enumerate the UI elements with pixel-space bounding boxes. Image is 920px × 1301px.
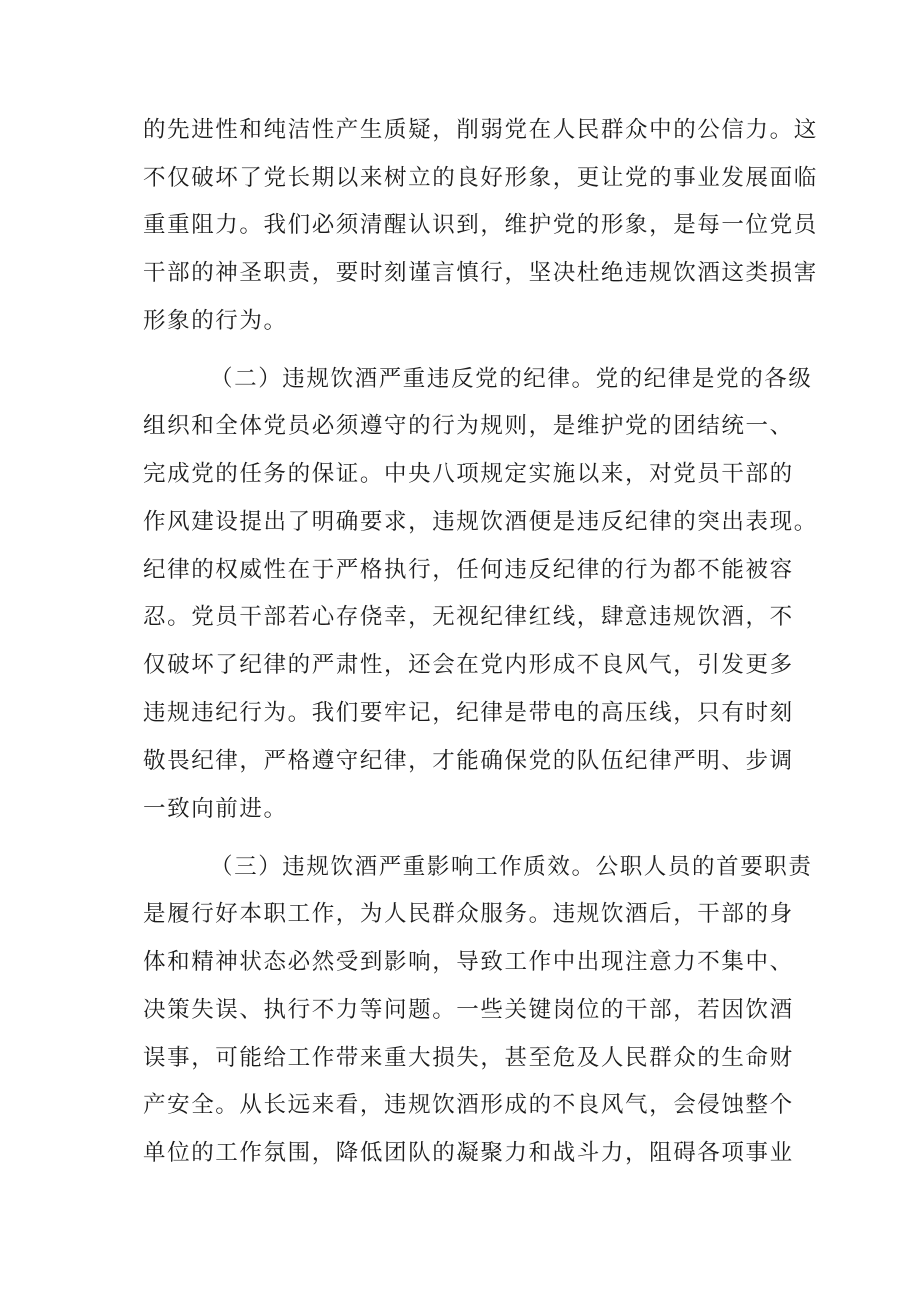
text-line: 重重阻力。我们必须清醒认识到，维护党的形象，是每一位党员 [143,212,818,238]
text-line: 是履行好本职工作，为人民群众服务。违规饮酒后，干部的身 [143,901,794,927]
text-line: 忍。党员干部若心存侥幸，无视纪律红线，肆意违规饮酒，不 [143,604,794,630]
text-line: 组织和全体党员必须遵守的行为规则，是维护党的团结统一、 [143,413,794,439]
text-line: 仅破坏了纪律的严肃性，还会在党内形成不良风气，引发更多 [143,652,794,678]
text-line: 的先进性和纯洁性产生质疑，削弱党在人民群众中的公信力。这 [143,117,818,143]
text-line: 敬畏纪律，严格遵守纪律，才能确保党的队伍纪律严明、步调 [143,748,794,774]
text-line: 误事，可能给工作带来重大损失，甚至危及人民群众的生命财 [143,1045,794,1071]
paragraph-heading-line: （二）违规饮酒严重违反党的纪律。党的纪律是党的各级 [210,366,813,392]
text-line: 单位的工作氛围，降低团队的凝聚力和战斗力，阻碍各项事业 [143,1140,794,1166]
text-line: 产安全。从长远来看，违规饮酒形成的不良风气，会侵蚀整个 [143,1092,794,1118]
text-line: 纪律的权威性在于严格执行，任何违反纪律的行为都不能被容 [143,557,794,583]
text-line: 作风建设提出了明确要求，违规饮酒便是违反纪律的突出表现。 [143,509,818,535]
text-line: 一致向前进。 [143,796,288,822]
text-line: 决策失误、执行不力等问题。一些关键岗位的干部，若因饮酒 [143,997,794,1023]
text-line: 违规违纪行为。我们要牢记，纪律是带电的高压线，只有时刻 [143,700,794,726]
text-line: 干部的神圣职责，要时刻谨言慎行，坚决杜绝违规饮酒这类损害 [143,260,818,286]
text-line: 体和精神状态必然受到影响，导致工作中出现注意力不集中、 [143,949,794,975]
text-line: 不仅破坏了党长期以来树立的良好形象，更让党的事业发展面临 [143,165,818,191]
text-line: 形象的行为。 [143,308,288,334]
text-line: 完成党的任务的保证。中央八项规定实施以来，对党员干部的 [143,461,794,487]
paragraph-heading-line: （三）违规饮酒严重影响工作质效。公职人员的首要职责 [210,854,813,880]
